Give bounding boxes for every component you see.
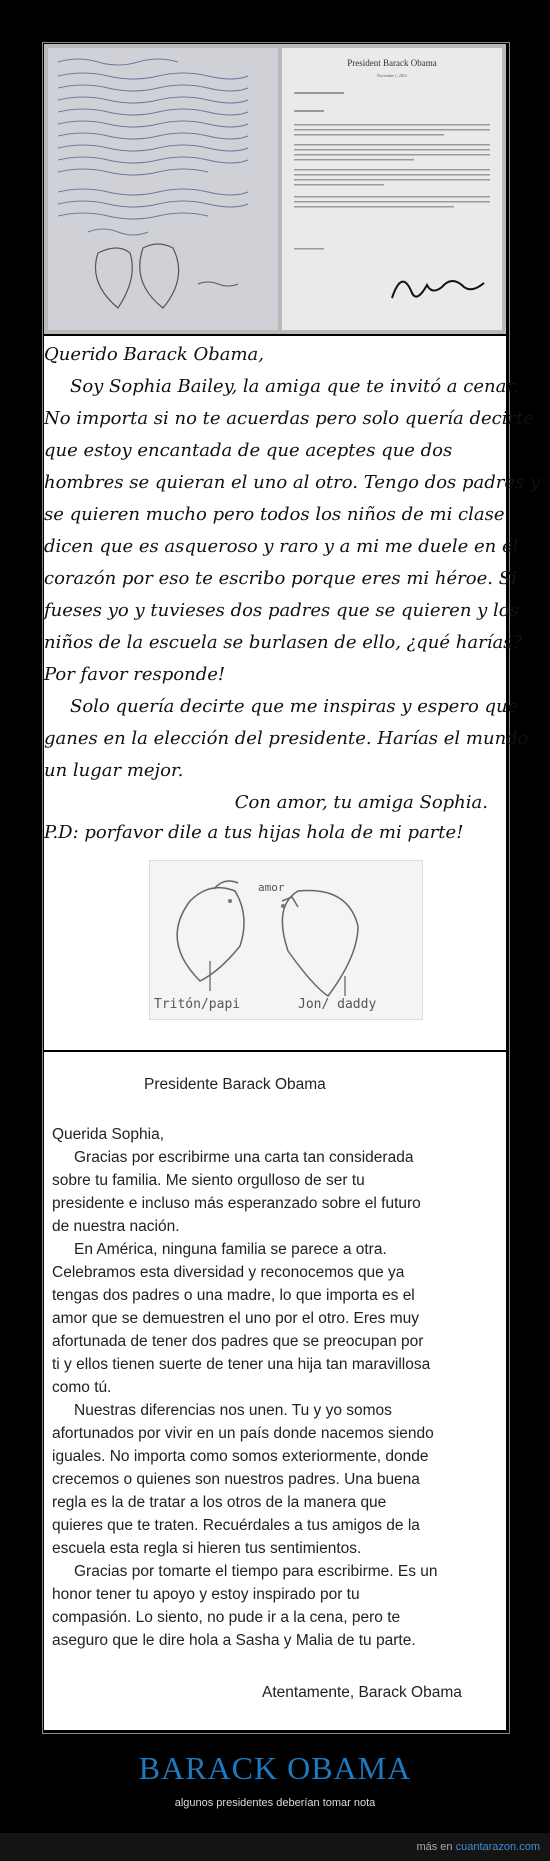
official-letter-title: President Barack Obama: [347, 58, 437, 68]
typed-header: Presidente Barack Obama: [144, 1076, 326, 1093]
typed-line: Gracias por tomarte el tiempo para escribirme. Es un: [74, 1563, 438, 1580]
typed-line: ti y ellos tienen suerte de tener una hija tan maravillosa: [52, 1356, 431, 1373]
footer-prefix: más en: [416, 1841, 456, 1853]
typed-line: presidente e incluso más esperanzado sobre el futuro: [52, 1195, 421, 1212]
hand-line: niños de la escuela se burlasen de ello, ¿qué harías?: [44, 632, 523, 653]
hand-line: dicen que es asqueroso y raro y a mi me duele en el: [44, 536, 519, 557]
typed-line: En América, ninguna familia se parece a otra.: [74, 1241, 387, 1258]
typed-line: quieres que te traten. Recuérdales a tus amigos de la: [52, 1517, 420, 1534]
typed-line: honor tener tu apoyo y estoy inspirado por tu: [52, 1586, 360, 1603]
typed-text-lines: [282, 48, 502, 330]
typed-line: compasión. Lo siento, no pude ir a la cena, pero te: [52, 1609, 401, 1626]
typed-line: amor que se demuestren el uno por el otro. Eres muy: [52, 1310, 420, 1327]
hand-line: Solo quería decirte que me inspiras y espero que: [70, 696, 519, 717]
hand-line: No importa si no te acuerdas pero solo quería decirte: [44, 408, 534, 429]
hand-line: Querido Barack Obama,: [44, 344, 264, 365]
typed-line: tengas dos padres o una madre, lo que importa es el: [52, 1287, 415, 1304]
site-link[interactable]: cuantarazon.com: [455, 1841, 540, 1853]
typed-translation: [44, 1052, 506, 1730]
typed-line: como tú.: [52, 1379, 112, 1396]
typed-line: aseguro que le dire hola a Sasha y Malia de tu parte.: [52, 1632, 416, 1649]
hand-postscript: P.D: porfavor dile a tus hijas hola de mi parte!: [44, 822, 464, 843]
typed-line: de nuestra nación.: [52, 1218, 180, 1235]
typed-line: escuela esta regla si hieren tus sentimientos.: [52, 1540, 362, 1557]
hand-signature: Con amor, tu amiga Sophia.: [234, 792, 488, 813]
hand-line: se quieren mucho pero todos los niños de mi clase: [44, 504, 505, 525]
footer-credit: [416, 1841, 540, 1853]
official-letter-photo: [282, 48, 502, 330]
two-dads-drawing: [150, 861, 422, 1019]
hand-line: ganes en la elección del presidente. Harías el mundo: [44, 728, 529, 749]
post-title: BARACK OBAMA: [138, 1750, 412, 1786]
hand-line: hombres se quieran el uno al otro. Tengo dos padres y: [44, 472, 541, 493]
handwriting-scribble: [48, 48, 278, 330]
drawing-label-left: Tritón/papi: [154, 997, 241, 1012]
hand-line: Soy Sophia Bailey, la amiga que te invitó a cenar.: [70, 376, 519, 397]
typed-line: afortunada de tener dos padres que se preocupan por: [52, 1333, 424, 1350]
typed-line: Gracias por escribirme una carta tan considerada: [74, 1149, 414, 1166]
handwritten-letter-photo: [48, 48, 278, 330]
handwritten-translation: [44, 336, 541, 1050]
typed-line: crecemos o quienes son nuestros padres. Una buena: [52, 1471, 420, 1488]
hand-line: Por favor responde!: [44, 664, 226, 685]
typed-line: iguales. No importa como somos exteriormente, donde: [52, 1448, 429, 1465]
post-subtitle: algunos presidentes deberían tomar nota: [174, 1797, 376, 1809]
typed-line: regla es la de tratar a los otros de la manera que: [52, 1494, 387, 1511]
typed-line: Celebramos esta diversidad y reconocemos que ya: [52, 1264, 405, 1281]
typed-signoff: Atentamente, Barack Obama: [262, 1684, 462, 1701]
drawing-label-right: Jon/ daddy: [298, 997, 377, 1012]
typed-line: Nuestras diferencias nos unen. Tu y yo somos: [74, 1402, 392, 1419]
hand-line: un lugar mejor.: [44, 760, 184, 781]
typed-line: Querida Sophia,: [52, 1126, 165, 1143]
hand-line: corazón por eso te escribo porque eres mi héroe. Si: [44, 568, 517, 589]
footer-bar: [0, 1833, 550, 1861]
typed-line: sobre tu familia. Me siento orgulloso de ser tu: [52, 1172, 365, 1189]
typed-line: afortunados por vivir en un país donde nacemos siendo: [52, 1425, 434, 1442]
official-letter-date: November 1, 2012: [377, 73, 407, 78]
hand-line: que estoy encantada de que aceptes que dos: [44, 440, 453, 461]
letters-photo: [44, 44, 506, 334]
hand-line: fueses yo y tuvieses dos padres que se quieren y los: [44, 600, 519, 621]
drawing-label-amor: amor: [258, 881, 285, 894]
child-drawing: [149, 860, 423, 1020]
